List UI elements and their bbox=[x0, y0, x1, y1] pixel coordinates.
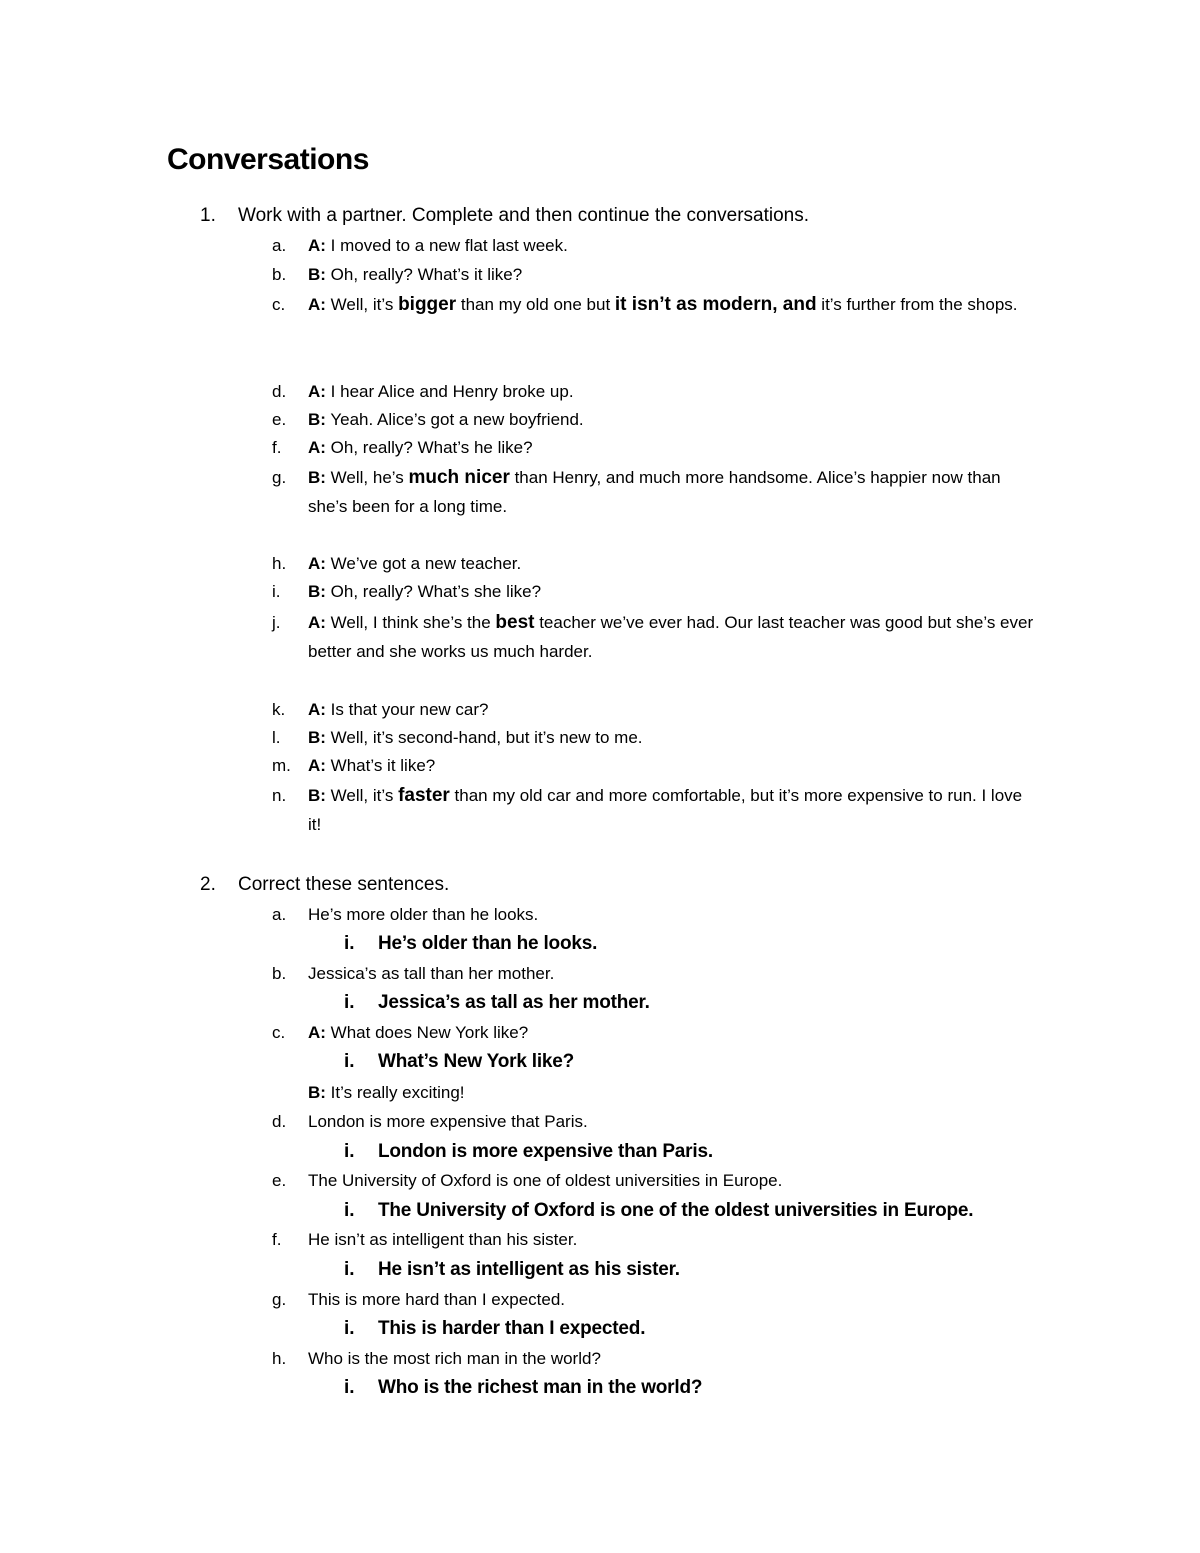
item-letter: a. bbox=[272, 236, 287, 255]
answer-number: i. bbox=[344, 1318, 355, 1339]
section-instruction: Work with a partner. Complete and then continue the conversations. bbox=[238, 205, 810, 226]
item-text: A: Well, it’s bigger than my old one but it isn’t as modern, and it’s further from the shops. bbox=[308, 294, 1018, 315]
item-text: A: Oh, really? What’s he like? bbox=[308, 438, 533, 457]
answer-fill: best bbox=[495, 612, 535, 633]
speaker-label: B: bbox=[308, 582, 326, 601]
answer-text: Who is the richest man in the world? bbox=[378, 1377, 703, 1398]
item-text: B: Oh, really? What’s she like? bbox=[308, 582, 542, 601]
speaker-label: B: bbox=[308, 468, 326, 487]
answer-number: i. bbox=[344, 1051, 355, 1072]
speaker-label: A: bbox=[308, 438, 326, 457]
item-letter: i. bbox=[272, 582, 281, 601]
item-text: He isn’t as intelligent than his sister. bbox=[308, 1230, 578, 1249]
answer-number: i. bbox=[344, 1259, 355, 1280]
item-letter: k. bbox=[272, 700, 286, 719]
answer-fill: faster bbox=[398, 785, 450, 806]
speaker-label: A: bbox=[308, 236, 326, 255]
speaker-label: A: bbox=[308, 1023, 326, 1042]
page-title: Conversations bbox=[167, 143, 369, 176]
item-letter: c. bbox=[272, 295, 286, 314]
section-number: 2. bbox=[200, 874, 216, 895]
item-text: B: Well, it’s faster than my old car and more comfortable, but it’s more expensive to run. I love it! bbox=[308, 785, 1023, 834]
answer-fill: bigger bbox=[398, 294, 457, 315]
item-text: B: Well, he’s much nicer than Henry, and much more handsome. Alice’s happier now than she’s been for a long time. bbox=[308, 467, 1001, 516]
speaker-label: B: bbox=[308, 265, 326, 284]
answer-number: i. bbox=[344, 992, 355, 1013]
item-letter: c. bbox=[272, 1023, 286, 1042]
item-text: He’s more older than he looks. bbox=[308, 905, 539, 924]
speaker-label: B: bbox=[308, 1083, 326, 1102]
item-letter: l. bbox=[272, 728, 281, 747]
speaker-label: B: bbox=[308, 728, 326, 747]
item-text: A: We’ve got a new teacher. bbox=[308, 554, 522, 573]
item-text: Jessica’s as tall than her mother. bbox=[308, 964, 555, 983]
item-text: A: Is that your new car? bbox=[308, 700, 489, 719]
item-text: A: Well, I think she’s the best teacher we’ve ever had. Our last teacher was good but she’s ever better and she works us much harder. bbox=[308, 612, 1034, 661]
item-text: A: I hear Alice and Henry broke up. bbox=[308, 382, 574, 401]
item-letter: d. bbox=[272, 382, 287, 401]
section-number: 1. bbox=[200, 205, 216, 226]
item-text: A: What does New York like? bbox=[308, 1023, 529, 1042]
answer-text: He’s older than he looks. bbox=[378, 933, 598, 954]
speaker-label: A: bbox=[308, 613, 326, 632]
item-letter: e. bbox=[272, 410, 287, 429]
item-letter: a. bbox=[272, 905, 287, 924]
speaker-label: A: bbox=[308, 295, 326, 314]
speaker-label: A: bbox=[308, 700, 326, 719]
answer-number: i. bbox=[344, 1377, 355, 1398]
item-letter: h. bbox=[272, 1349, 287, 1368]
speaker-label: B: bbox=[308, 786, 326, 805]
answer-number: i. bbox=[344, 933, 355, 954]
item-letter: g. bbox=[272, 468, 287, 487]
answer-number: i. bbox=[344, 1141, 355, 1162]
item-letter: b. bbox=[272, 964, 287, 983]
speaker-label: B: bbox=[308, 410, 326, 429]
item-letter: e. bbox=[272, 1171, 287, 1190]
item-letter: f. bbox=[272, 438, 282, 457]
item-letter: m. bbox=[272, 756, 291, 775]
item-letter: g. bbox=[272, 1290, 287, 1309]
item-text: B: Well, it’s second-hand, but it’s new to me. bbox=[308, 728, 643, 747]
speaker-label: A: bbox=[308, 756, 326, 775]
answer-text: What’s New York like? bbox=[378, 1051, 575, 1072]
answer-number: i. bbox=[344, 1200, 355, 1221]
item-letter: n. bbox=[272, 786, 287, 805]
item-text: The University of Oxford is one of oldest universities in Europe. bbox=[308, 1171, 783, 1190]
answer-text: London is more expensive than Paris. bbox=[378, 1141, 713, 1162]
item-text: This is more hard than I expected. bbox=[308, 1290, 566, 1309]
answer-fill: it isn’t as modern, and bbox=[614, 294, 817, 315]
item-letter: h. bbox=[272, 554, 287, 573]
item-text: B: Yeah. Alice’s got a new boyfriend. bbox=[308, 410, 584, 429]
item-letter: b. bbox=[272, 265, 287, 284]
item-letter: d. bbox=[272, 1112, 287, 1131]
item-text: A: What’s it like? bbox=[308, 756, 436, 775]
answer-text: This is harder than I expected. bbox=[378, 1318, 646, 1339]
speaker-label: A: bbox=[308, 382, 326, 401]
answer-text: The University of Oxford is one of the oldest universities in Europe. bbox=[378, 1200, 974, 1221]
item-text: Who is the most rich man in the world? bbox=[308, 1349, 601, 1368]
speaker-label: A: bbox=[308, 554, 326, 573]
item-letter: f. bbox=[272, 1230, 282, 1249]
item-letter: j. bbox=[272, 613, 281, 632]
answer-text: He isn’t as intelligent as his sister. bbox=[378, 1259, 680, 1280]
item-text: London is more expensive that Paris. bbox=[308, 1112, 588, 1131]
answer-text: Jessica’s as tall as her mother. bbox=[378, 992, 650, 1013]
section-instruction: Correct these sentences. bbox=[238, 874, 450, 895]
item-text: A: I moved to a new flat last week. bbox=[308, 236, 568, 255]
answer-fill: much nicer bbox=[408, 467, 510, 488]
item-text: B: It’s really exciting! bbox=[308, 1083, 465, 1102]
item-text: B: Oh, really? What’s it like? bbox=[308, 265, 523, 284]
